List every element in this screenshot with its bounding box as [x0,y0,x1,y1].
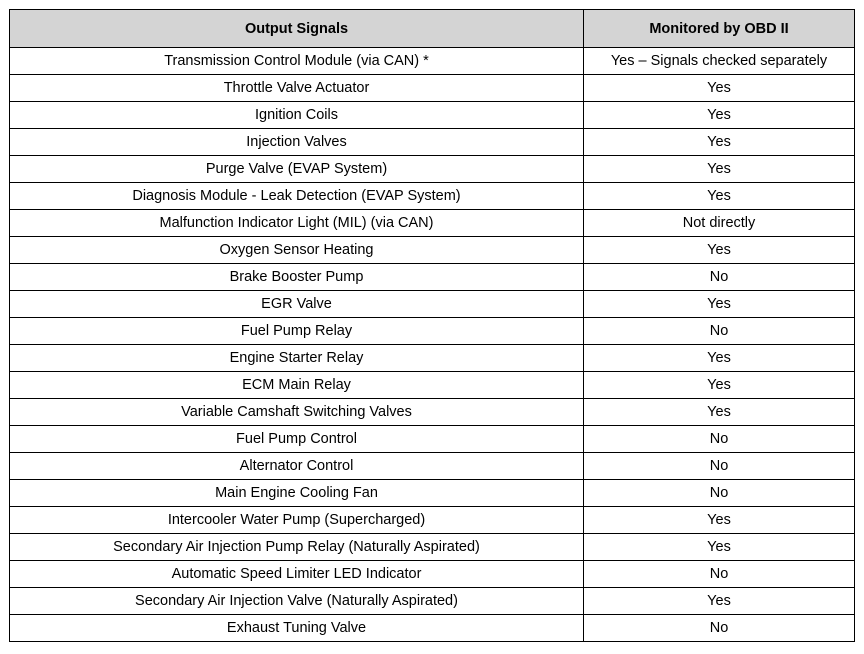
monitored-cell: No [584,264,855,291]
table-row [10,507,855,534]
monitored-cell: Yes [584,399,855,426]
output-signal-cell: Diagnosis Module - Leak Detection (EVAP System) [10,183,584,210]
table-row [10,399,855,426]
output-signal-cell: Purge Valve (EVAP System) [10,156,584,183]
monitored-cell: Yes [584,183,855,210]
output-signal-cell: Malfunction Indicator Light (MIL) (via CAN) [10,210,584,237]
monitored-cell: No [584,318,855,345]
output-signal-cell: Intercooler Water Pump (Supercharged) [10,507,584,534]
monitored-cell: Yes [584,534,855,561]
output-signal-cell: Brake Booster Pump [10,264,584,291]
monitored-cell: No [584,480,855,507]
monitored-cell: No [584,453,855,480]
table-row [10,291,855,318]
monitored-cell: No [584,615,855,642]
table-row [10,129,855,156]
output-signal-cell: Ignition Coils [10,102,584,129]
monitored-cell: Yes [584,102,855,129]
output-signal-cell: ECM Main Relay [10,372,584,399]
table-row [10,102,855,129]
column-header-output-signals: Output Signals [10,10,584,48]
table-row [10,615,855,642]
output-signal-cell: Fuel Pump Control [10,426,584,453]
monitored-cell: Yes [584,156,855,183]
output-signal-cell: Automatic Speed Limiter LED Indicator [10,561,584,588]
output-signal-cell: Variable Camshaft Switching Valves [10,399,584,426]
table-row [10,453,855,480]
output-signal-cell: Main Engine Cooling Fan [10,480,584,507]
table-row [10,210,855,237]
output-signal-cell: Exhaust Tuning Valve [10,615,584,642]
output-signal-cell: EGR Valve [10,291,584,318]
output-signal-cell: Secondary Air Injection Pump Relay (Naturally Aspirated) [10,534,584,561]
table-row [10,156,855,183]
table-header-row [10,10,855,48]
table-row [10,372,855,399]
monitored-cell: Yes [584,345,855,372]
output-signal-cell: Throttle Valve Actuator [10,75,584,102]
table-row [10,264,855,291]
table-row [10,561,855,588]
output-signal-cell: Alternator Control [10,453,584,480]
monitored-cell: Yes – Signals checked separately [584,48,855,75]
table-row [10,588,855,615]
monitored-cell: Yes [584,291,855,318]
monitored-cell: Yes [584,372,855,399]
table-row [10,183,855,210]
table-row [10,345,855,372]
monitored-cell: No [584,561,855,588]
output-signal-cell: Fuel Pump Relay [10,318,584,345]
table-row [10,75,855,102]
output-signal-cell: Injection Valves [10,129,584,156]
output-signals-table [9,9,855,642]
monitored-cell: Yes [584,237,855,264]
output-signal-cell: Secondary Air Injection Valve (Naturally Aspirated) [10,588,584,615]
monitored-cell: Yes [584,129,855,156]
table-row [10,48,855,75]
table-row [10,237,855,264]
monitored-cell: Not directly [584,210,855,237]
column-header-monitored-by-obd: Monitored by OBD II [584,10,855,48]
output-signal-cell: Oxygen Sensor Heating [10,237,584,264]
output-signal-cell: Transmission Control Module (via CAN) * [10,48,584,75]
table-row [10,318,855,345]
table-row [10,534,855,561]
output-signal-cell: Engine Starter Relay [10,345,584,372]
monitored-cell: Yes [584,75,855,102]
table-row [10,480,855,507]
table-body [10,48,855,642]
monitored-cell: No [584,426,855,453]
monitored-cell: Yes [584,588,855,615]
table-row [10,426,855,453]
monitored-cell: Yes [584,507,855,534]
